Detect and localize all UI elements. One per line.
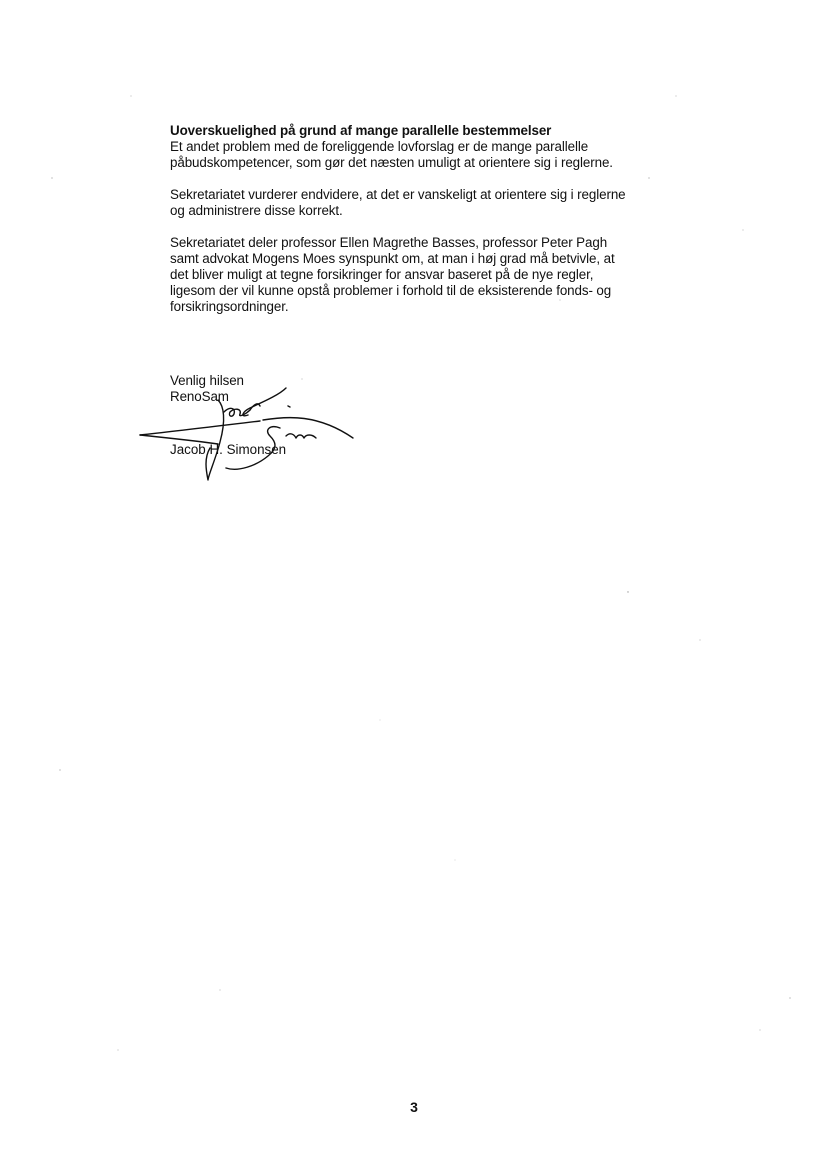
body-line: forsikringsordninger. bbox=[170, 299, 289, 314]
section-heading: Uoverskuelighed på grund af mange parallelle bestemmelser bbox=[170, 123, 552, 138]
body-line: påbudskompetencer, som gør det næsten umuligt at orientere sig i reglerne. bbox=[170, 155, 613, 170]
paragraph-insurance bbox=[170, 235, 690, 315]
greeting: Venlig hilsen bbox=[170, 373, 244, 388]
body-line: Sekretariatet deler professor Ellen Magrethe Basses, professor Peter Pagh bbox=[170, 235, 608, 250]
body-line: samt advokat Mogens Moes synspunkt om, at man i høj grad må betvivle, at bbox=[170, 251, 615, 266]
organization-name: RenoSam bbox=[170, 389, 229, 404]
section-overview bbox=[170, 123, 690, 171]
body-line: ligesom der vil kunne opstå problemer i forhold til de eksisterende fonds- og bbox=[170, 283, 612, 298]
body-line: det bliver muligt at tegne forsikringer for ansvar baseret på de nye regler, bbox=[170, 267, 594, 282]
body-line: og administrere disse korrekt. bbox=[170, 203, 343, 218]
paragraph-assessment bbox=[170, 187, 690, 219]
letter-body bbox=[170, 123, 690, 331]
signer-name: Jacob H. Simonsen bbox=[170, 442, 287, 457]
handwritten-signature bbox=[138, 384, 368, 484]
body-line: Et andet problem med de foreliggende lovforslag er de mange parallelle bbox=[170, 139, 589, 154]
page-number: 3 bbox=[410, 1099, 418, 1115]
body-line: Sekretariatet vurderer endvidere, at det er vanskeligt at orientere sig i reglerne bbox=[170, 187, 626, 202]
